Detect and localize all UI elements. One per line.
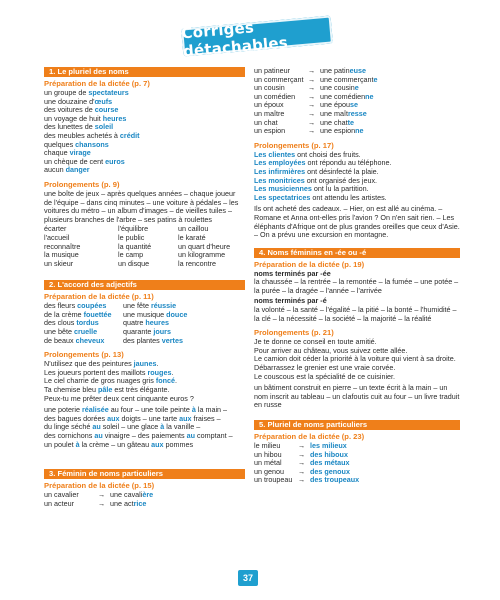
word: un maître [254, 108, 285, 118]
word-pairs [254, 442, 460, 485]
word: chaque [44, 148, 70, 158]
word: des lunettes de [44, 122, 95, 132]
subheading: Prolongements (p. 9) [44, 179, 120, 189]
highlight: rice [133, 498, 147, 508]
word-pair [254, 127, 460, 136]
word: vinaigre – des paiements [102, 431, 187, 440]
word-list [44, 89, 245, 175]
page-title: Corrigés détachables [181, 16, 333, 57]
word: le public [118, 232, 145, 242]
list-label: noms terminés par -ée [254, 268, 331, 278]
arrow-icon: → [308, 66, 316, 75]
word: une poterie [44, 405, 82, 415]
word: de la crème [44, 309, 84, 319]
word: une douzaine d' [44, 96, 95, 106]
word: un cousin [254, 83, 285, 93]
word: une chat [320, 117, 348, 127]
word: quarante [123, 327, 154, 337]
sentence-list [254, 338, 460, 381]
paragraph: un bâtiment construit en pierre – un texte écrit à la main – un nom inscrit au tableau – un clafoutis cuit au four – un livre traduit en russe [254, 383, 460, 410]
word: un époux [254, 100, 284, 110]
word: Les joueurs portent des maillots [44, 367, 148, 377]
arrow-icon: → [298, 458, 306, 468]
page-number: 37 [238, 570, 258, 586]
highlight: à [191, 405, 196, 415]
highlight: jaunes [133, 359, 157, 369]
sentence: Je te donne ce conseil en toute amitié. [254, 337, 377, 347]
highlight: jours [153, 327, 171, 337]
grid-row [44, 260, 245, 269]
highlight: soleil [94, 122, 114, 132]
word: un groupe de [44, 88, 89, 97]
word: des plantes [123, 335, 162, 345]
highlight: tordus [76, 318, 99, 328]
highlight: chansons [75, 139, 109, 149]
highlight: à [160, 422, 165, 432]
word: ont lu la partition. [311, 184, 369, 194]
word: un cavalier [44, 490, 79, 500]
highlight: Les employées [254, 158, 306, 168]
word: une espion [320, 126, 356, 136]
word-pairs [44, 491, 245, 508]
grid-row [44, 337, 245, 346]
word: une cavali [110, 490, 143, 500]
word: un espion [254, 126, 286, 136]
sentence-list [44, 360, 245, 403]
subheading: Préparation de la dictée (p. 23) [254, 432, 365, 441]
word: soleil – une glace [100, 422, 161, 432]
word: . [171, 367, 174, 377]
word: un skieur [44, 258, 74, 268]
highlight: e [373, 74, 378, 84]
paragraph: la chaussée – la rentrée – la remontée – la fumée – une potée – la purée – la dragée – l'année – l'arrivée [254, 277, 459, 295]
subheading: Préparation de la dictée (p. 15) [44, 481, 155, 491]
word-pair [254, 476, 460, 485]
word: des fleurs [44, 301, 78, 311]
arrow-icon: → [98, 498, 106, 508]
word: l'accueil [44, 232, 70, 242]
word-pair [44, 500, 245, 509]
word: le camp [118, 250, 144, 260]
arrow-icon: → [298, 466, 306, 476]
paragraph-line [44, 441, 245, 450]
word: des clous [44, 318, 77, 328]
highlight: crédit [119, 130, 140, 140]
highlight: des métaux [310, 458, 350, 468]
left-column [44, 67, 245, 508]
word: . [156, 359, 159, 369]
grid-row [44, 225, 245, 234]
section-heading: 5. Pluriel de noms particuliers [254, 420, 460, 430]
highlight: Les monitrices [254, 175, 305, 185]
word: la main – [195, 405, 228, 415]
word: un comédien [254, 91, 296, 101]
highlight: les milieux [310, 441, 347, 450]
sentence: Débarrassez le grenier est une vraie corvée. [254, 363, 396, 373]
word-pair [254, 459, 460, 468]
word: une comédien [320, 91, 366, 101]
highlight: aux [107, 413, 120, 423]
section-heading: 1. Le pluriel des noms [44, 67, 245, 77]
highlight: heures [145, 318, 169, 328]
word: la crème – un gâteau [79, 439, 152, 449]
word: écarter [44, 224, 67, 234]
word: une musique [123, 309, 167, 319]
word-pair [254, 451, 460, 460]
highlight: rouges [147, 367, 172, 377]
subheading: Préparation de la dictée (p. 7) [44, 79, 150, 88]
section-heading: 3. Féminin de noms particuliers [44, 469, 245, 479]
highlight: Les musiciennes [254, 184, 312, 194]
word: un troupeau [254, 475, 293, 485]
word: la quantité [118, 241, 152, 251]
word: . [175, 376, 178, 386]
word: est très élégante. [112, 385, 170, 395]
word: des bagues dorées [44, 413, 108, 423]
highlight: resse [347, 108, 367, 118]
word: pommes [163, 439, 194, 449]
word: un voyage de huit [44, 113, 103, 123]
word: des voitures de [44, 105, 95, 115]
arrow-icon: → [308, 117, 316, 127]
subheading: Préparation de la dictée (p. 11) [44, 292, 154, 302]
arrow-icon: → [308, 83, 316, 93]
highlight: Les clientes [254, 149, 296, 159]
highlight: des genoux [310, 466, 350, 476]
paragraph: la volonté – la santé – l'égalité – la pitié – la bonté – l'humidité – la clé – la nécessité – la société – la majorité – la réalité [254, 305, 457, 323]
highlight: e [354, 83, 359, 93]
word-pair [254, 110, 460, 119]
highlight: réussie [150, 301, 177, 311]
word-pairs [254, 67, 460, 136]
highlight: douce [166, 309, 188, 319]
sentence: Pour arriver au château, vous suivez cette allée. [254, 345, 408, 355]
word: au four – une toile peinte [108, 405, 192, 415]
subheading: Prolongements (p. 13) [44, 350, 124, 360]
paragraph [44, 406, 245, 449]
word: aucun [44, 165, 66, 175]
title-banner [0, 18, 500, 61]
word: un métal [254, 458, 282, 468]
word: une épou [320, 100, 350, 110]
word: Ta chemise bleu [44, 385, 98, 395]
word-pair [254, 442, 460, 451]
highlight: course [94, 105, 119, 115]
arrow-icon: → [298, 449, 306, 459]
word: quatre [123, 318, 146, 328]
word: reconnaître [44, 241, 81, 251]
highlight: fouettée [83, 309, 112, 319]
highlight: réalisée [81, 405, 109, 415]
arrow-icon: → [308, 74, 316, 84]
highlight: aux [151, 439, 164, 449]
word: de beaux [44, 335, 76, 345]
word-grid [44, 225, 245, 268]
list-label: noms terminés par -é [254, 296, 327, 306]
word: un poulet [44, 439, 76, 449]
arrow-icon: → [298, 441, 306, 450]
highlight: se [349, 100, 358, 110]
word: ont organisé des jeux. [304, 175, 378, 185]
arrow-icon: → [308, 100, 316, 110]
word: une bête [44, 327, 74, 337]
highlight: virage [69, 148, 91, 158]
highlight: ne [355, 126, 364, 136]
word: le karaté [178, 232, 206, 242]
word: un quart d'heure [178, 241, 231, 251]
word: la rencontre [178, 258, 216, 268]
sentence: Le camion doit céder la priorité à la voiture qui vient à sa droite. [254, 354, 456, 364]
word: fraises – [191, 413, 221, 423]
highlight: des hiboux [310, 449, 348, 459]
word: la vanille – [164, 422, 201, 432]
highlight: œufs [94, 96, 113, 106]
subheading: Prolongements (p. 21) [254, 328, 334, 338]
word: une maît [320, 108, 348, 118]
highlight: euros [105, 156, 125, 166]
word: la musique [44, 250, 79, 260]
section-heading: 4. Noms féminins en -ée ou -é [254, 248, 460, 258]
sentence [44, 395, 245, 404]
highlight: aux [179, 413, 192, 423]
sentence-list [254, 151, 460, 203]
highlight: spectateurs [88, 88, 129, 97]
word: une act [110, 498, 134, 508]
arrow-icon: → [308, 126, 316, 136]
paragraph: une boîte de jeux – après quelques années – chaque joueur de l'équipe – dans cinq minutes – une voiture à pédales – les voitures du métro – un album d'images – de vieilles tuiles – plusieurs branches de l'arbre – ses patins à roulettes [44, 188, 239, 224]
word: comptant – [195, 431, 233, 440]
highlight: pâle [97, 385, 113, 395]
highlight: te [347, 117, 354, 127]
highlight: des troupeaux [310, 475, 360, 485]
word: ont attendu les artistes. [310, 192, 387, 202]
highlight: danger [65, 165, 90, 175]
word: doigts – une tarte [119, 413, 180, 423]
list-item [44, 166, 245, 175]
highlight: cruelle [73, 327, 98, 337]
highlight: Les infirmières [254, 166, 306, 176]
subheading: Préparation de la dictée (p. 19) [254, 259, 365, 269]
highlight: euse [349, 66, 366, 75]
word: ont choisi des fruits. [295, 149, 361, 159]
word: un hibou [254, 449, 282, 459]
word: un kilogramme [178, 250, 226, 260]
word: un caillou [178, 224, 209, 234]
highlight: ère [142, 490, 154, 500]
highlight: vertes [161, 335, 183, 345]
arrow-icon: → [298, 475, 306, 485]
paragraph: Ils ont acheté des cadeaux. – Hier, on est allé au cinéma. – Romane et Anna ont-elles pris l'avion ? On n'en sait rien. – Les éléphants d'Afrique ont de plus grandes oreilles que ceux d'Asie. – On a prévu une excursion en montagne. [254, 204, 460, 240]
word: des cornichons [44, 431, 95, 440]
word: un chèque de cent [44, 156, 106, 166]
word: un commerçant [254, 74, 304, 84]
word: N'utilisez que des peintures [44, 359, 134, 369]
word: un acteur [44, 498, 74, 508]
highlight: cheveux [75, 335, 105, 345]
word: une patin [320, 66, 350, 75]
arrow-icon: → [308, 108, 316, 118]
word: Peux-tu me prêter deux cent cinquante euros ? [44, 393, 194, 403]
word: une fête [123, 301, 151, 311]
highlight: au [92, 422, 101, 432]
word: un chat [254, 117, 278, 127]
highlight: à [75, 439, 80, 449]
arrow-icon: → [308, 91, 316, 101]
word: une cousin [320, 83, 355, 93]
word: des meubles achetés à [44, 130, 120, 140]
highlight: heures [102, 113, 127, 123]
word: l'équilibre [118, 224, 149, 234]
word: ont répondu au téléphone. [305, 158, 392, 168]
highlight: foncé [155, 376, 176, 386]
word: un patineur [254, 66, 290, 75]
grid-cell [44, 337, 123, 346]
arrow-icon: → [98, 490, 106, 500]
highlight: ne [365, 91, 374, 101]
word: le milieu [254, 441, 281, 450]
highlight: Les spectatrices [254, 192, 311, 202]
section-heading: 2. L'accord des adjectifs [44, 280, 245, 290]
highlight: au [186, 431, 196, 440]
word: du linge séché [44, 422, 93, 432]
word: Le ciel charrie de gros nuages gris [44, 376, 156, 386]
word: un disque [118, 258, 150, 268]
subheading: Prolongements (p. 17) [254, 140, 334, 150]
word: un genou [254, 466, 284, 476]
sentence [254, 194, 460, 203]
sentence: Le couscous est la spécialité de ce cuisinier. [254, 371, 396, 381]
grid-cell [123, 337, 183, 346]
highlight: au [94, 431, 103, 440]
word: ont désinfecté la plaie. [305, 166, 379, 176]
highlight: coupées [77, 301, 107, 311]
word: une commerçant [320, 74, 374, 84]
right-column [254, 67, 460, 485]
word-grid [44, 302, 245, 345]
word: quelques [44, 139, 76, 149]
